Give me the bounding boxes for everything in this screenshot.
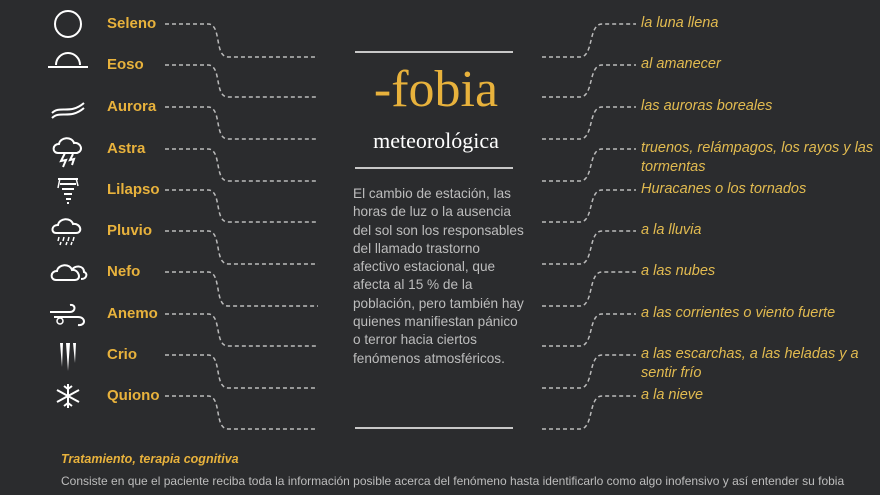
phobia-meaning: a las nubes [641,263,716,279]
left-connector [165,314,318,346]
phobia-meaning: al amanecer [641,56,721,72]
title-top-rule [355,51,513,53]
title-bottom-rule [355,167,513,169]
treatment-text: Consiste en que el paciente reciba toda la información posible acerca del fenómeno hasta identificarlo como algo inofensivo y así entender su fobia [61,474,845,488]
phobia-meaning: a la lluvia [641,222,702,238]
aurora-waves-icon [48,93,88,121]
phobia-prefix: Astra [107,140,146,157]
phobia-meaning: truenos, relámpagos, los rayos y las tormentas [641,140,874,175]
left-connector [165,396,318,429]
phobia-meaning: la luna llena [641,15,719,31]
left-connector [165,231,318,264]
phobia-prefix: Nefo [107,263,141,280]
phobia-prefix: Lilapso [107,181,160,198]
phobia-meaning: Huracanes o los tornados [641,181,807,197]
full-moon-icon [48,10,88,38]
snowflake-icon [48,382,88,410]
phobia-prefix: Pluvio [107,222,153,239]
clouds-icon [48,258,88,286]
right-connector [542,65,636,97]
right-connector [542,107,636,139]
rain-cloud-icon [48,217,88,245]
phobia-prefix: Eoso [107,56,144,73]
phobia-meaning: a las escarchas, a las heladas y a sentir frío [641,346,859,381]
sunrise-icon [48,51,88,79]
left-connector [165,190,318,222]
right-connector [542,396,636,429]
left-connector [165,107,318,139]
phobia-meaning: las auroras boreales [641,98,773,114]
thunderstorm-icon [48,135,88,163]
title-meteorologica: meteorológica [373,128,499,153]
phobia-meaning: a la nieve [641,387,704,403]
wind-icon [48,300,88,328]
right-connector [542,355,636,388]
phobia-prefix: Anemo [107,305,158,322]
right-connector [542,149,636,181]
intro-bottom-rule [355,427,513,429]
phobia-prefix: Crio [107,346,137,363]
left-connector [165,149,318,181]
intro-text: El cambio de estación, las horas de luz o la ausencia del sol son los responsables del llamado trastorno afectivo estacional, que afecta al 15 % de la población, pero también hay quienes manifiestan pánico o terror hacia ciertos fenómenos atmosféricos. [353,186,524,366]
left-connector [165,272,318,306]
right-connector [542,314,636,346]
phobia-prefix: Quiono [107,387,160,404]
right-connector [542,24,636,57]
tornado-icon [48,176,88,204]
left-connector [165,65,318,97]
phobia-prefix: Aurora [107,98,157,115]
left-connector [165,355,318,388]
right-connector [542,272,636,306]
title-fobia: -fobia [373,61,499,118]
icicles-icon [48,341,88,369]
phobia-meaning: a las corrientes o viento fuerte [641,305,836,321]
treatment-title: Tratamiento, terapia cognitiva [61,452,239,466]
phobia-prefix: Seleno [107,15,157,32]
right-connector [542,190,636,222]
right-connector [542,231,636,264]
left-connector [165,24,318,57]
